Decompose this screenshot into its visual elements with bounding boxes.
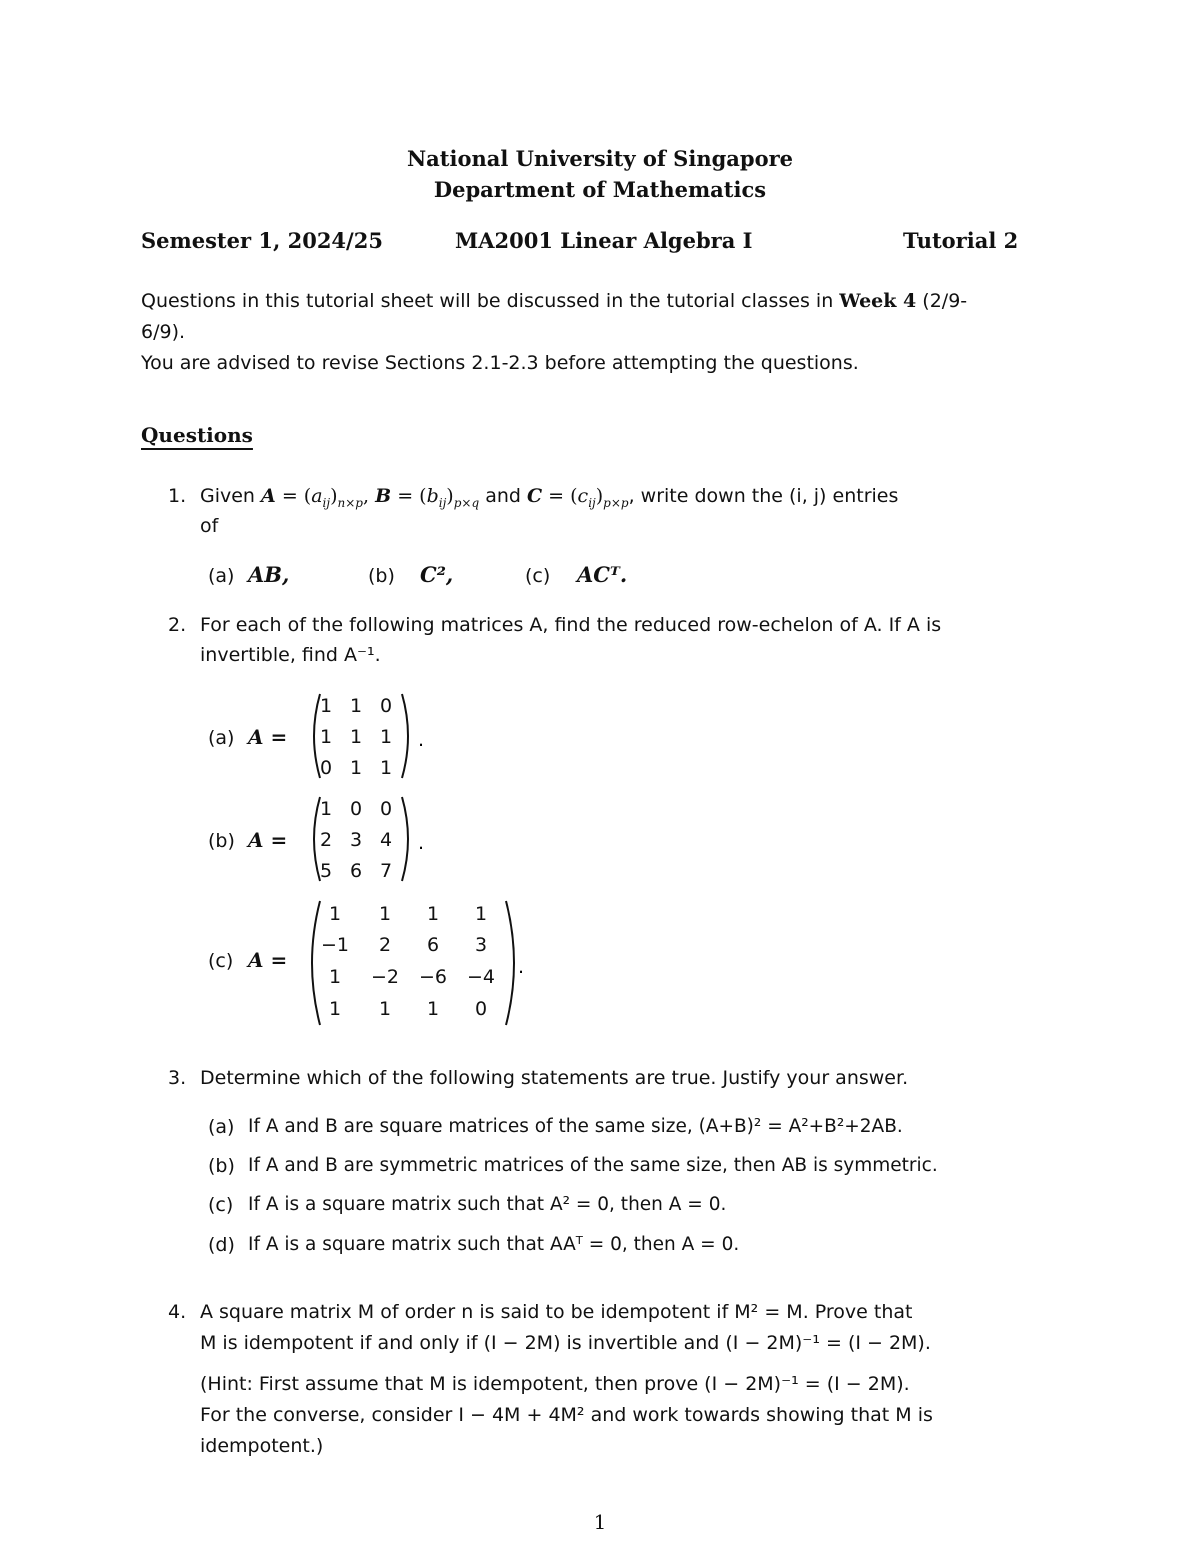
q3b-text: If A and B are symmetric matrices of the same size, then AB is symmetric. [248,1155,938,1176]
q3b-label: (b) [208,1155,235,1177]
department-name: Department of Mathematics [433,177,767,202]
q2a-label: (a) [208,727,235,749]
q1-given: Given [200,485,255,507]
q3d-text: If A is a square matrix such that AAᵀ = 0, then A = 0. [248,1234,740,1255]
q2c-right-paren [506,901,514,1025]
q2c-cell: 1 [328,998,342,1020]
q2a-lhs: A = [248,725,288,749]
q3a-label: (a) [208,1116,235,1138]
q1-write-down: , write down the (i, j) entries [628,485,899,507]
q2b-cell: 3 [349,829,363,851]
q2c-cell: −4 [466,966,495,988]
q3c-label: (c) [208,1194,234,1216]
q2b-cell: 7 [379,860,393,882]
q2b-lhs: A = [248,828,288,852]
q1-matrix-b-eq: = $(b_{ij})_{p\times q}$ [397,485,480,510]
q2b-right-paren [402,797,408,881]
q1-matrix-a-def: A [261,485,276,507]
q1-of: of [200,515,219,537]
q2c-cell: 2 [378,934,392,956]
semester-label: Semester 1, 2024/25 [141,228,383,253]
course-title: MA2001 Linear Algebra I [455,228,753,253]
intro-line-2: 6/9). [141,321,186,343]
q3d-label: (d) [208,1234,235,1256]
q2c-cell: 0 [474,998,488,1020]
q2c-cell: 1 [328,903,342,925]
q1a-label: (a) [208,565,235,587]
q2c-label: (c) [208,950,234,972]
q2c-cell: −2 [370,966,399,988]
q2a-cell: 1 [349,726,363,748]
q2a-cell: 1 [319,726,333,748]
q2c-cell: 6 [426,934,440,956]
q1c-label: (c) [525,565,551,587]
q1a-expr: AB, [248,562,290,587]
intro-line-3: You are advised to revise Sections 2.1-2.3 before attempting the questions. [141,352,859,374]
intro-week: Week 4 [839,290,917,312]
q2a-cell: 1 [349,695,363,717]
q4-line-5: idempotent.) [200,1435,324,1457]
q2-line-1: For each of the following matrices A, find the reduced row-echelon of A. If A is [200,614,942,636]
q2b-cell: 1 [319,798,333,820]
q2b-cell: 6 [349,860,363,882]
q2a-cell: 0 [379,695,393,717]
q2b-cell: 5 [319,860,333,882]
tutorial-number: Tutorial 2 [903,228,1019,253]
q2a-cell: 1 [319,695,333,717]
q2c-cell: 1 [378,998,392,1020]
q1-matrix-a-eq: = $(a_{ij})_{n\times p}$, [281,485,370,510]
q2c-cell: 1 [378,903,392,925]
q4-line-3: (Hint: First assume that M is idempotent, then prove (I − 2M)⁻¹ = (I − 2M). [200,1373,910,1395]
q1-number: 1. [168,485,187,507]
q4-line-4: For the converse, consider I − 4M + 4M² and work towards showing that M is [200,1404,933,1426]
q2c-cell: 1 [426,903,440,925]
q1-line-1 [200,485,899,510]
q1b-expr: C², [420,562,454,587]
q2b-cell: 0 [349,798,363,820]
intro-line-1-dates: (2/9- [916,290,968,312]
q2c-period: . [518,956,525,978]
q4-line-1: A square matrix M of order n is said to be idempotent if M² = M. Prove that [200,1301,913,1323]
q2b-cell: 2 [319,829,333,851]
q2c-cell: 1 [426,998,440,1020]
intro-line-1-text: Questions in this tutorial sheet will be discussed in the tutorial classes in [141,290,840,312]
q2b-period: . [418,832,425,854]
q2-number: 2. [168,614,187,636]
q2c-cell: 3 [474,934,488,956]
q1c-expr: ACᵀ. [577,562,628,587]
q2-line-2: invertible, find A⁻¹. [200,644,381,666]
q2c-lhs: A = [248,948,288,972]
q2a-cell: 1 [349,757,363,779]
q2a-cell: 0 [319,757,333,779]
q3c-text: If A is a square matrix such that A² = 0, then A = 0. [248,1194,727,1215]
q4-line-2: M is idempotent if and only if (I − 2M) is invertible and (I − 2M)⁻¹ = (I − 2M). [200,1332,931,1354]
q2b-cell: 4 [379,829,393,851]
page-number: 1 [593,1510,607,1534]
q1-and: and [485,485,521,507]
q3a-text: If A and B are square matrices of the same size, (A+B)² = A²+B²+2AB. [248,1116,903,1137]
q4-number: 4. [168,1301,187,1323]
q2b-label: (b) [208,830,235,852]
q2b-cell: 0 [379,798,393,820]
university-name: National University of Singapore [406,146,794,171]
q2c-cell: −1 [320,934,349,956]
q3-number: 3. [168,1067,187,1089]
q1b-label: (b) [368,565,395,587]
q1-matrix-b-def: B [375,485,392,507]
q2a-cell: 1 [379,726,393,748]
q3-line-1: Determine which of the following statements are true. Justify your answer. [200,1067,909,1089]
q2a-right-paren [402,694,408,778]
q2c-cell: 1 [328,966,342,988]
questions-heading: Questions [141,423,253,447]
q1-matrix-c-def: C [526,485,543,507]
q2a-period: . [418,729,425,751]
intro-line-1 [141,290,967,312]
q2a-cell: 1 [379,757,393,779]
q2c-cell: 1 [474,903,488,925]
q1-matrix-c-eq: = $(c_{ij})_{p\times p}$ [548,485,629,510]
q2c-cell: −6 [418,966,447,988]
